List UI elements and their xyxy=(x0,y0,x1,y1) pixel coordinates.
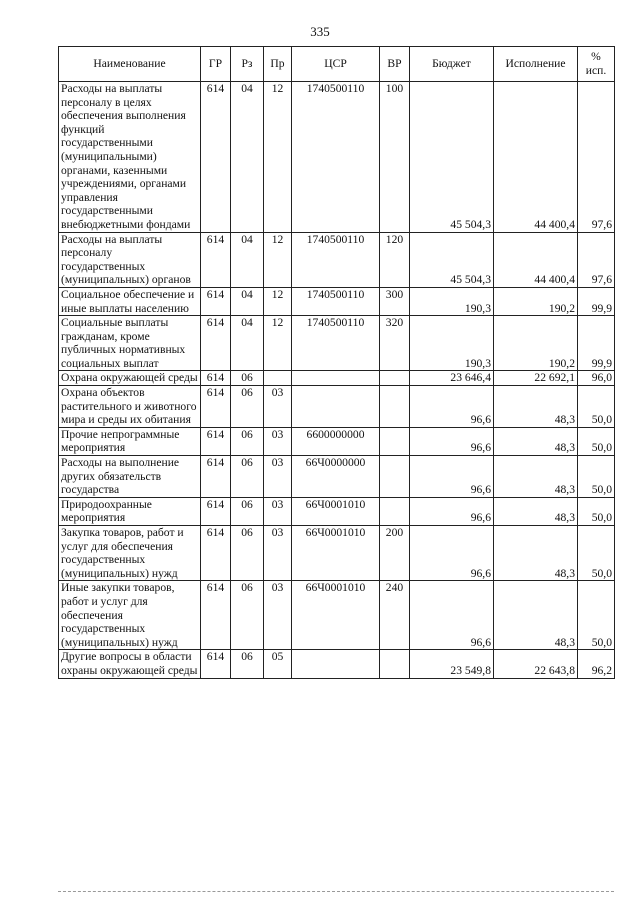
row-pct: 50,0 xyxy=(578,581,615,650)
row-execution: 190,2 xyxy=(494,287,578,315)
row-execution: 190,2 xyxy=(494,316,578,371)
row-execution: 48,3 xyxy=(494,427,578,455)
page-number: 335 xyxy=(310,24,330,39)
row-pr: 12 xyxy=(264,316,292,371)
row-rz: 06 xyxy=(231,650,264,678)
row-gr: 614 xyxy=(201,497,231,525)
row-budget: 190,3 xyxy=(410,316,494,371)
row-gr: 614 xyxy=(201,316,231,371)
row-pr: 03 xyxy=(264,526,292,581)
table-row xyxy=(59,371,615,386)
row-vr: 320 xyxy=(380,316,410,371)
row-gr: 614 xyxy=(201,650,231,678)
row-gr: 614 xyxy=(201,456,231,498)
row-budget: 45 504,3 xyxy=(410,232,494,287)
header-pr: Пр xyxy=(264,47,292,82)
row-vr: 200 xyxy=(380,526,410,581)
table-row xyxy=(59,456,615,498)
row-pr: 05 xyxy=(264,650,292,678)
row-budget: 190,3 xyxy=(410,287,494,315)
table-row xyxy=(59,526,615,581)
row-csr: 66Ч0001010 xyxy=(292,526,380,581)
row-pct: 50,0 xyxy=(578,386,615,428)
row-vr xyxy=(380,427,410,455)
row-pct: 96,0 xyxy=(578,371,615,386)
row-budget: 96,6 xyxy=(410,456,494,498)
row-rz: 06 xyxy=(231,497,264,525)
row-rz: 06 xyxy=(231,386,264,428)
budget-table xyxy=(58,46,615,679)
row-name: Расходы на выплаты персоналу государственных (муниципальных) органов xyxy=(59,232,201,287)
table-row xyxy=(59,427,615,455)
row-gr: 614 xyxy=(201,371,231,386)
row-gr: 614 xyxy=(201,386,231,428)
row-name: Природоохранные мероприятия xyxy=(59,497,201,525)
row-csr: 66Ч0000000 xyxy=(292,456,380,498)
header-vr: ВР xyxy=(380,47,410,82)
row-execution: 48,3 xyxy=(494,526,578,581)
row-rz: 04 xyxy=(231,287,264,315)
row-name: Другие вопросы в области охраны окружающей среды xyxy=(59,650,201,678)
table-row xyxy=(59,581,615,650)
row-budget: 96,6 xyxy=(410,497,494,525)
row-budget: 45 504,3 xyxy=(410,82,494,233)
row-name: Расходы на выполнение других обязательств государства xyxy=(59,456,201,498)
row-vr: 120 xyxy=(380,232,410,287)
row-pct: 99,9 xyxy=(578,316,615,371)
header-csr: ЦСР xyxy=(292,47,380,82)
row-pr: 12 xyxy=(264,287,292,315)
row-vr xyxy=(380,456,410,498)
row-gr: 614 xyxy=(201,232,231,287)
row-name: Социальное обеспечение и иные выплаты населению xyxy=(59,287,201,315)
row-vr: 100 xyxy=(380,82,410,233)
row-budget: 96,6 xyxy=(410,427,494,455)
row-rz: 04 xyxy=(231,82,264,233)
page-bottom-rule xyxy=(58,891,614,892)
row-gr: 614 xyxy=(201,581,231,650)
row-csr: 6600000000 xyxy=(292,427,380,455)
table-row xyxy=(59,287,615,315)
row-csr xyxy=(292,650,380,678)
row-csr: 1740500110 xyxy=(292,316,380,371)
row-name: Иные закупки товаров, работ и услуг для обеспечения государственных (муниципальных) нужд xyxy=(59,581,201,650)
row-gr: 614 xyxy=(201,526,231,581)
row-rz: 04 xyxy=(231,316,264,371)
row-pr: 03 xyxy=(264,581,292,650)
row-pr: 12 xyxy=(264,232,292,287)
table-row xyxy=(59,232,615,287)
row-pct: 50,0 xyxy=(578,456,615,498)
row-rz: 04 xyxy=(231,232,264,287)
row-csr xyxy=(292,371,380,386)
row-vr xyxy=(380,386,410,428)
row-execution: 48,3 xyxy=(494,386,578,428)
header-pct-label: исп. xyxy=(585,64,607,77)
row-name: Охрана окружающей среды xyxy=(59,371,201,386)
table-row xyxy=(59,497,615,525)
row-pr: 03 xyxy=(264,386,292,428)
row-budget: 23 549,8 xyxy=(410,650,494,678)
row-execution: 44 400,4 xyxy=(494,232,578,287)
table-row xyxy=(59,82,615,233)
header-gr: ГР xyxy=(201,47,231,82)
row-csr: 66Ч0001010 xyxy=(292,581,380,650)
row-vr xyxy=(380,371,410,386)
table-row xyxy=(59,316,615,371)
row-vr: 240 xyxy=(380,581,410,650)
row-gr: 614 xyxy=(201,82,231,233)
row-vr: 300 xyxy=(380,287,410,315)
row-name: Расходы на выплаты персоналу в целях обеспечения выполнения функций государственными (муниципальными) органами, казенными учреждениями, органами управления государственными внебюджетными фондами xyxy=(59,82,201,233)
row-csr xyxy=(292,386,380,428)
row-rz: 06 xyxy=(231,427,264,455)
row-pct: 97,6 xyxy=(578,82,615,233)
row-csr: 1740500110 xyxy=(292,82,380,233)
row-name: Закупка товаров, работ и услуг для обеспечения государственных (муниципальных) нужд xyxy=(59,526,201,581)
row-csr: 1740500110 xyxy=(292,232,380,287)
header-rz: Рз xyxy=(231,47,264,82)
row-csr: 1740500110 xyxy=(292,287,380,315)
row-pr xyxy=(264,371,292,386)
row-csr: 66Ч0001010 xyxy=(292,497,380,525)
header-execution: Исполнение xyxy=(494,47,578,82)
row-budget: 23 646,4 xyxy=(410,371,494,386)
row-pr: 03 xyxy=(264,427,292,455)
row-execution: 48,3 xyxy=(494,581,578,650)
row-rz: 06 xyxy=(231,581,264,650)
header-budget: Бюджет xyxy=(410,47,494,82)
row-gr: 614 xyxy=(201,427,231,455)
row-execution: 48,3 xyxy=(494,456,578,498)
row-execution: 44 400,4 xyxy=(494,82,578,233)
header-name: Наименование xyxy=(59,47,201,82)
row-pct: 97,6 xyxy=(578,232,615,287)
row-pct: 96,2 xyxy=(578,650,615,678)
row-rz: 06 xyxy=(231,526,264,581)
row-vr xyxy=(380,497,410,525)
header-pct-symbol: % xyxy=(591,50,601,63)
row-pct: 50,0 xyxy=(578,526,615,581)
row-execution: 22 643,8 xyxy=(494,650,578,678)
row-execution: 22 692,1 xyxy=(494,371,578,386)
row-pr: 12 xyxy=(264,82,292,233)
row-name: Охрана объектов растительного и животного мира и среды их обитания xyxy=(59,386,201,428)
row-rz: 06 xyxy=(231,371,264,386)
row-vr xyxy=(380,650,410,678)
row-budget: 96,6 xyxy=(410,581,494,650)
table-header-row xyxy=(59,47,615,82)
row-pct: 99,9 xyxy=(578,287,615,315)
row-pr: 03 xyxy=(264,456,292,498)
table-row xyxy=(59,650,615,678)
row-pct: 50,0 xyxy=(578,497,615,525)
row-name: Прочие непрограммные мероприятия xyxy=(59,427,201,455)
row-rz: 06 xyxy=(231,456,264,498)
table-row xyxy=(59,386,615,428)
header-pct xyxy=(578,47,615,82)
row-execution: 48,3 xyxy=(494,497,578,525)
row-pr: 03 xyxy=(264,497,292,525)
row-pct: 50,0 xyxy=(578,427,615,455)
row-gr: 614 xyxy=(201,287,231,315)
row-name: Социальные выплаты гражданам, кроме публичных нормативных социальных выплат xyxy=(59,316,201,371)
row-budget: 96,6 xyxy=(410,386,494,428)
row-budget: 96,6 xyxy=(410,526,494,581)
